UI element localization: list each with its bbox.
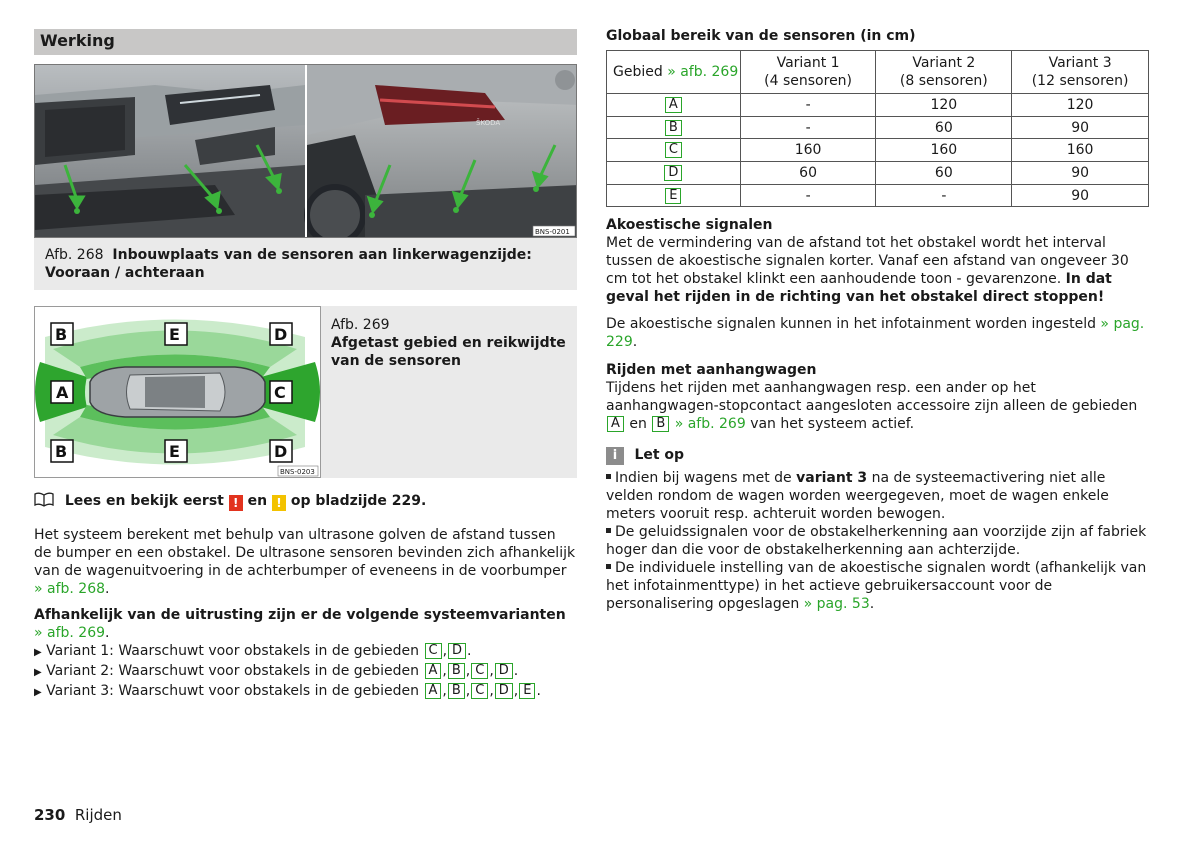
figure-caption-text: Inbouwplaats van de sensoren aan linkerwagenzijde: Vooraan / achteraan: [45, 247, 532, 281]
table-cell: [607, 116, 741, 139]
page-53-link[interactable]: » pag. 53: [803, 596, 870, 612]
table-cell: -: [876, 184, 1012, 207]
figure-code: BNS-0201: [535, 228, 570, 236]
table-cell: 60: [740, 162, 876, 185]
zone-key: C: [471, 663, 488, 679]
figure-number: Afb. 268: [45, 247, 104, 263]
zone-key: C: [471, 683, 488, 699]
zone-key: E: [665, 188, 681, 204]
header-variant-3: [1012, 51, 1149, 94]
zone-key: D: [495, 663, 513, 679]
variants-heading: Afhankelijk van de uitrusting zijn er de volgende systeemvarianten: [34, 607, 566, 623]
zone-key: C: [425, 643, 442, 659]
note-text: De individuele instelling van de akoestische signalen wordt (afhankelijk van het infotainmenttype) in het actieve gebruikersaccount voor de personalisering opgeslagen: [606, 560, 1147, 612]
trailer-section: [606, 361, 1149, 433]
warning-yellow-icon: !: [272, 495, 286, 511]
note-text: De geluidssignalen voor de obstakelherkenning aan voorzijde zijn af fabriek hoger dan die voor de obstakelherkenning aan achterzijde.: [606, 524, 1147, 558]
header-variant-2: [876, 51, 1012, 94]
table-row: [607, 139, 1149, 162]
table-cell: -: [740, 94, 876, 117]
fig-269-link[interactable]: » afb. 269: [667, 64, 739, 80]
fig-268-link[interactable]: » afb. 268: [34, 581, 106, 597]
header-sublabel: (4 sensoren): [764, 73, 853, 89]
acoustic-section: [606, 216, 1149, 306]
zone-key: B: [448, 683, 465, 699]
variants-intro: [34, 606, 577, 642]
trailer-heading: Rijden met aanhangwagen: [606, 362, 817, 378]
zone-key: A: [607, 416, 624, 432]
section-header: [34, 29, 577, 55]
table-cell: -: [740, 116, 876, 139]
zone-key: A: [665, 97, 682, 113]
variant-text: Variant 3: Waarschuwt voor obstakels in de gebieden: [46, 683, 420, 699]
page-229-link[interactable]: » pag. 229: [606, 316, 1145, 350]
figure-268-caption: [34, 238, 577, 290]
table-row: [607, 94, 1149, 117]
bullet-arrow-icon: ▶: [34, 647, 42, 658]
book-icon: [34, 492, 54, 512]
table-row: [607, 162, 1149, 185]
read-first-text: Lees en bekijk eerst: [64, 493, 224, 509]
sensor-range-table: [606, 50, 1149, 207]
variants-heading-end: .: [105, 625, 110, 641]
list-item: ▶ Variant 1: Waarschuwt voor obstakels in de gebieden C , D .: [34, 643, 472, 659]
figure-268-photo: [34, 64, 577, 238]
header-sublabel: (12 sensoren): [1031, 73, 1129, 89]
figure-number: Afb. 269: [331, 317, 390, 333]
zone-key: D: [448, 643, 466, 659]
acoustic-settings-paragraph: [606, 315, 1149, 351]
note-item: [606, 559, 1149, 613]
acoustic-warning: In dat geval het rijden in de richting van het obstakel direct stoppen!: [606, 271, 1112, 305]
zone-e-top-label: E: [169, 325, 180, 344]
header-sublabel: (8 sensoren): [899, 73, 988, 89]
acoustic-heading: Akoestische signalen: [606, 217, 773, 233]
chapter-name: Rijden: [74, 806, 122, 824]
read-first-page-ref: op bladzijde 229.: [290, 493, 427, 509]
zone-key: E: [519, 683, 535, 699]
note-end: .: [869, 596, 875, 612]
note-bold: variant 3: [796, 470, 868, 486]
header-label: Variant 1: [776, 55, 840, 71]
note-section: [606, 446, 1149, 613]
table-cell: [607, 94, 741, 117]
trailer-and: en: [629, 416, 647, 432]
info-icon: i: [606, 447, 624, 465]
zone-key: D: [664, 165, 682, 181]
table-cell: 90: [1012, 162, 1149, 185]
table-title: Globaal bereik van de sensoren (in cm): [606, 28, 916, 44]
table-cell: [607, 162, 741, 185]
header-label: Variant 2: [912, 55, 976, 71]
read-first-notice: [34, 492, 426, 512]
intro-text: Het systeem berekent met behulp van ultrasone golven de afstand tussen de bumper en een obstakel. De ultrasone sensoren bevinden zich afhankelijk van de wagenuitvoering in de achterbumper of eveneens in de voorbumper: [34, 527, 576, 579]
figure-caption-text: Afgetast gebied en reikwijdte van de sensoren: [331, 335, 566, 369]
note-text: Indien bij wagens met de: [615, 470, 792, 486]
trailer-text: Tijdens het rijden met aanhangwagen resp. een ander op het aanhangwagen-stopcontact aangesloten accessoire zijn alleen de gebieden: [606, 380, 1138, 414]
note-text-end: na de systeemactivering niet alle velden rondom de wagen worden weergegeven, moet de wagen enkele meters vooruit resp. achteruit worden bewogen.: [606, 470, 1109, 522]
table-cell: [607, 184, 741, 207]
sensor-range-diagram: [35, 307, 320, 477]
zone-b-top-label: B: [55, 325, 68, 344]
page-footer: [34, 806, 122, 824]
table-header-row: [607, 51, 1149, 94]
sensor-location-illustration: [35, 65, 577, 238]
bullet-square-icon: [606, 474, 611, 479]
zone-key: A: [425, 663, 442, 679]
fig-269-link[interactable]: » afb. 269: [674, 416, 746, 432]
zone-key: D: [495, 683, 513, 699]
zone-key: B: [665, 120, 682, 136]
zone-b-bottom-label: B: [55, 442, 68, 461]
acoustic-text: Met de vermindering van de afstand tot het obstakel wordt het interval tussen de akoestische signalen korter. Vanaf een afstand van ongeveer 30 cm tot het obstakel klinkt een aanhoudende toon - gevarenzone.: [606, 235, 1129, 287]
fig-269-link[interactable]: » afb. 269: [34, 625, 106, 641]
zone-key: C: [665, 142, 682, 158]
zone-a-label: A: [56, 383, 69, 402]
warning-red-icon: !: [229, 495, 243, 511]
figure-code: BNS-0203: [280, 468, 315, 476]
bullet-square-icon: [606, 528, 611, 533]
table-cell: 120: [1012, 94, 1149, 117]
table-cell: [607, 139, 741, 162]
list-item: ▶ Variant 3: Waarschuwt voor obstakels in de gebieden A , B , C , D , E .: [34, 683, 541, 699]
table-cell: -: [740, 184, 876, 207]
section-title: Werking: [40, 31, 115, 50]
table-cell: 160: [740, 139, 876, 162]
figure-269-diagram: [34, 306, 321, 478]
intro-paragraph: [34, 526, 577, 598]
zone-c-label: C: [274, 383, 286, 402]
table-cell: 90: [1012, 184, 1149, 207]
table-cell: 160: [1012, 139, 1149, 162]
header-label: Variant 3: [1048, 55, 1112, 71]
variant-text: Variant 2: Waarschuwt voor obstakels in de gebieden: [46, 663, 420, 679]
table-cell: 60: [876, 116, 1012, 139]
zone-d-bottom-label: D: [274, 442, 288, 461]
bullet-arrow-icon: ▶: [34, 687, 42, 698]
table-cell: 160: [876, 139, 1012, 162]
page-number: 230: [34, 806, 66, 824]
header-variant-1: [740, 51, 876, 94]
zone-key: B: [448, 663, 465, 679]
bullet-arrow-icon: ▶: [34, 667, 42, 678]
table-row: [607, 116, 1149, 139]
list-item: ▶ Variant 2: Waarschuwt voor obstakels in de gebieden A , B , C , D .: [34, 663, 519, 679]
acoustic-settings-end: .: [632, 334, 638, 350]
read-first-and: en: [247, 493, 268, 509]
header-area: [607, 51, 741, 94]
bullet-square-icon: [606, 564, 611, 569]
header-area-text: Gebied: [613, 64, 663, 80]
variant-text: Variant 1: Waarschuwt voor obstakels in de gebieden: [46, 643, 420, 659]
note-item: [606, 523, 1149, 559]
intro-end: .: [105, 581, 110, 597]
note-heading: Let op: [634, 447, 685, 463]
table-cell: 90: [1012, 116, 1149, 139]
zone-key: A: [425, 683, 442, 699]
zone-e-bottom-label: E: [169, 442, 180, 461]
car-brand-badge: ŠKODA: [476, 119, 501, 127]
figure-269-caption: [321, 306, 577, 478]
note-header: [606, 446, 1149, 465]
zone-d-top-label: D: [274, 325, 288, 344]
table-cell: 60: [876, 162, 1012, 185]
zone-key: B: [652, 416, 669, 432]
acoustic-settings-text: De akoestische signalen kunnen in het infotainment worden ingesteld: [606, 316, 1096, 332]
trailer-text-end: van het systeem actief.: [750, 416, 915, 432]
variants-list: [34, 642, 577, 702]
table-row: [607, 184, 1149, 207]
note-item: [606, 469, 1149, 523]
table-cell: 120: [876, 94, 1012, 117]
